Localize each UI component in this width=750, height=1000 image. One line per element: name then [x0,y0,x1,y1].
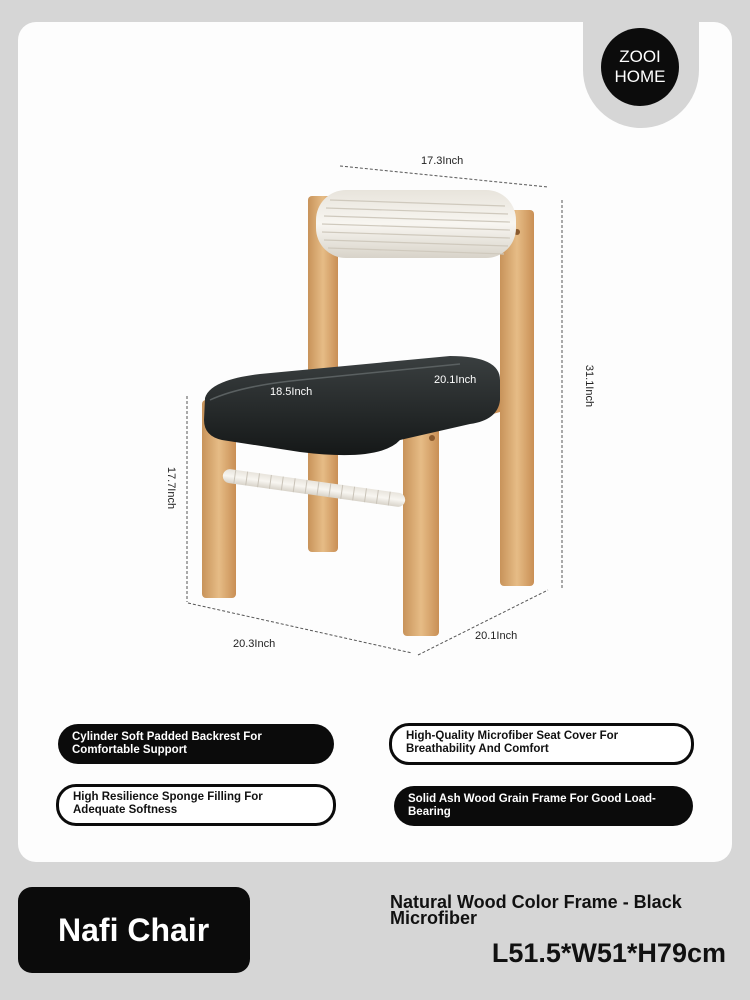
feature-pill-frame [394,786,693,826]
feature-text: Cylinder Soft Padded Backrest For Comfortable Support [72,731,262,756]
dim-seat-width: 20.1Inch [434,374,477,386]
product-name: Nafi Chair [18,887,250,973]
feature-text: High-Quality Microfiber Seat Cover For Breathability And Comfort [406,730,619,755]
dim-seat-depth: 18.5Inch [270,386,313,398]
feature-text: Solid Ash Wood Grain Frame For Good Load-Bearing [408,793,656,818]
dim-base-width: 20.3Inch [233,638,276,650]
feature-pill-backrest [58,724,334,764]
dim-top-width: 17.3Inch [421,155,464,167]
brand-line-2: HOME [614,67,666,86]
front-right-leg [403,420,439,636]
product-description: Natural Wood Color Frame - Black Microfiber [390,892,682,928]
back-right-post [500,210,534,586]
seat-cushion [204,356,500,455]
product-size: L51.5*W51*H79cm [491,938,726,968]
backrest-roll [316,190,516,258]
dim-total-height: 31.1Inch [583,364,596,408]
feature-pill-sponge [56,784,336,826]
feature-pill-seat-cover [389,723,694,765]
feature-text: High Resilience Sponge Filling For Adequate Softness [73,791,263,816]
brand-line-1: ZOOI [619,47,661,66]
dim-base-depth: 20.1Inch [475,630,518,642]
dim-seat-height: 17.7Inch [165,466,178,510]
